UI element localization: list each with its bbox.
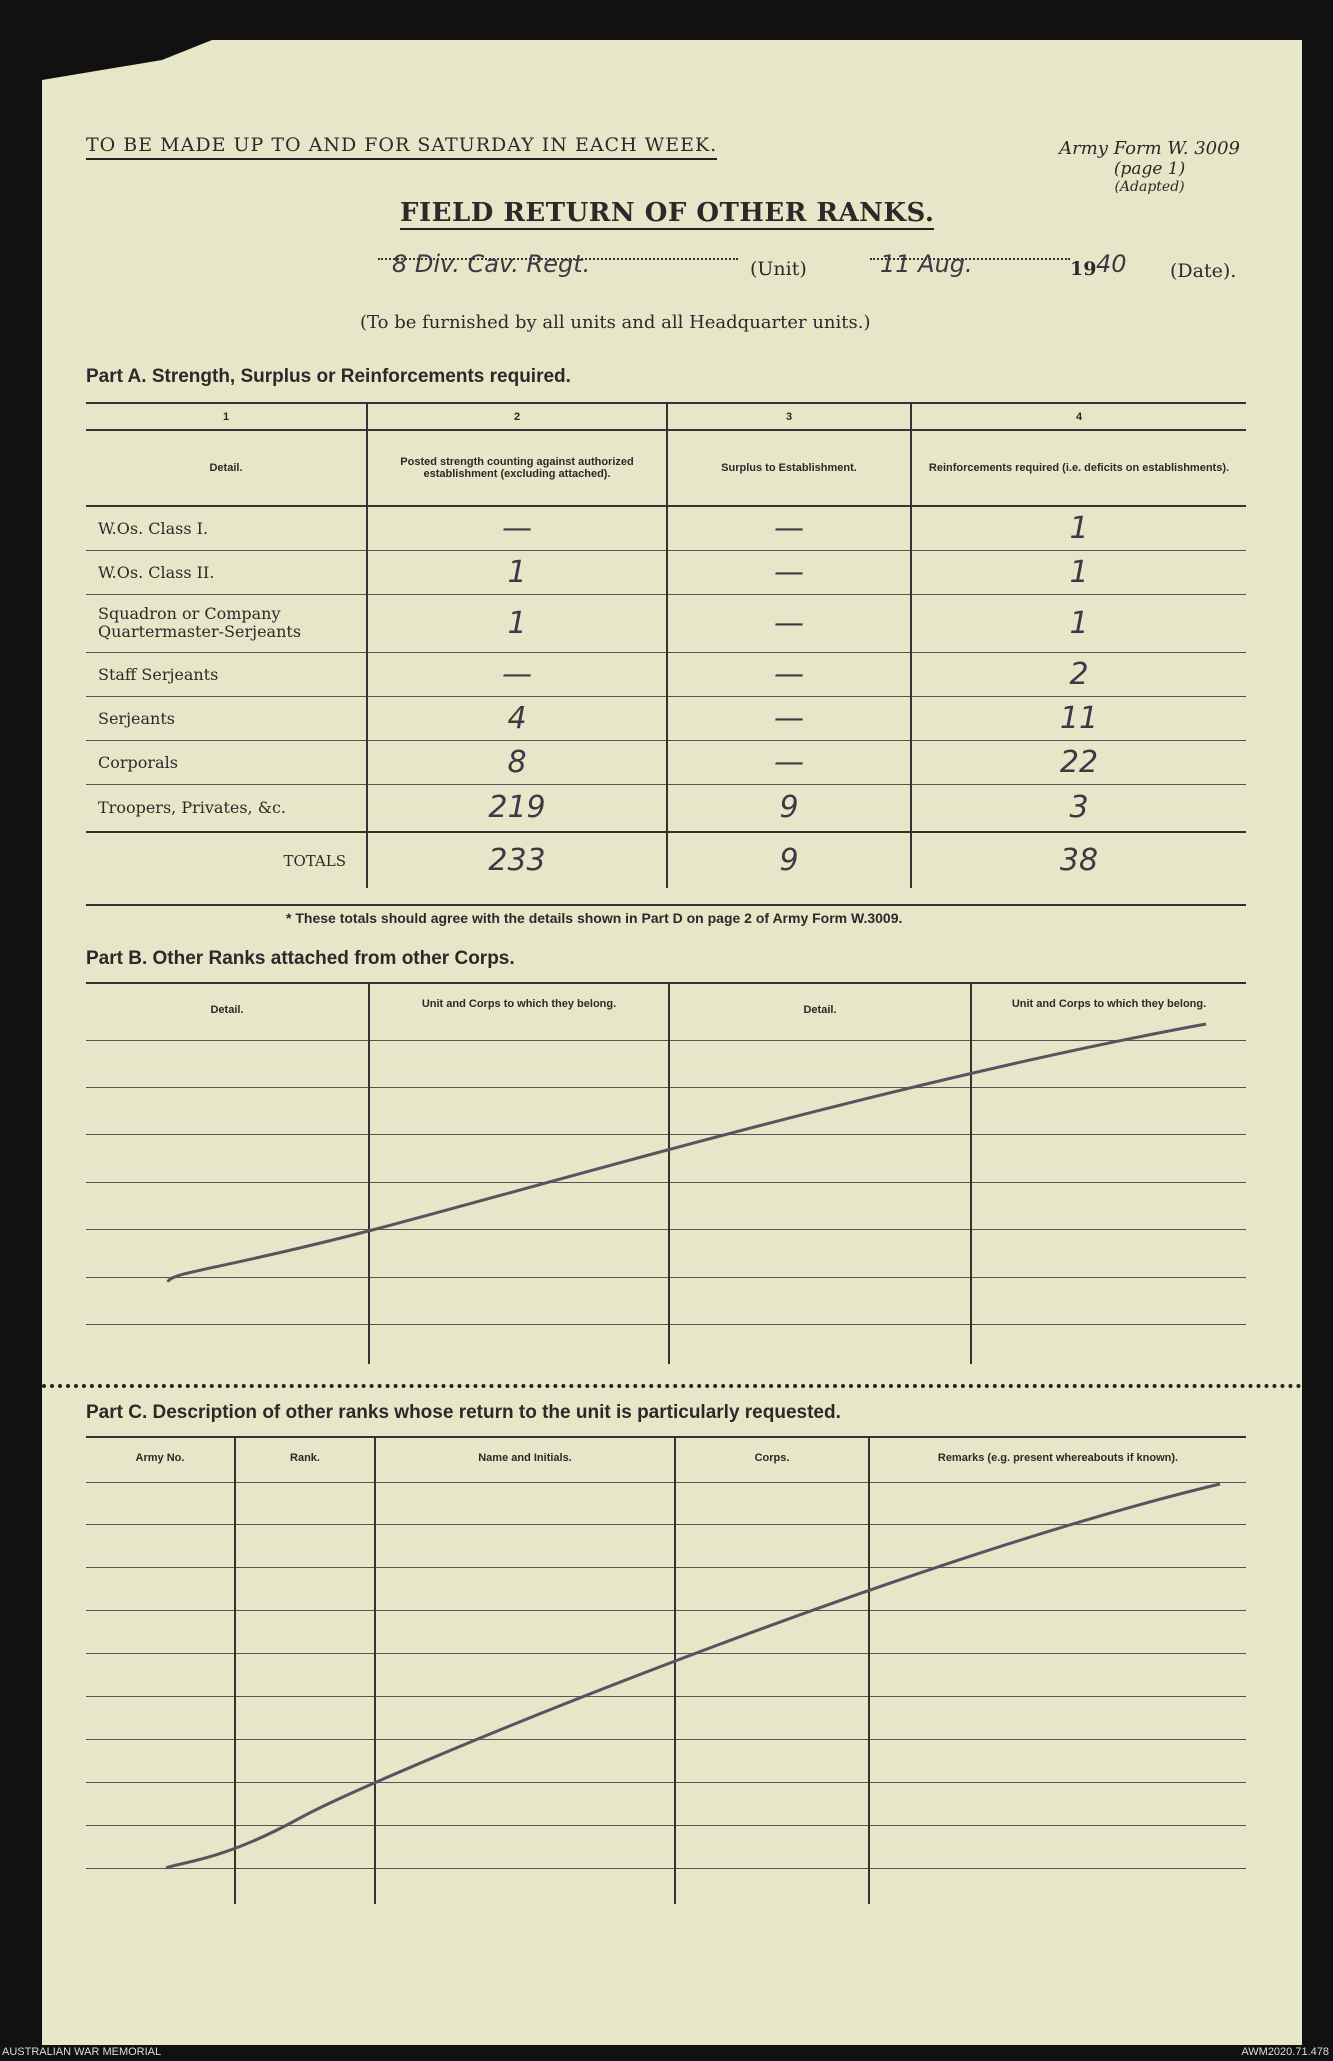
row-posted: 4 xyxy=(367,696,667,740)
part-b-col-unit-1: Unit and Corps to which they belong. xyxy=(369,984,669,1040)
army-form-label: Army Form W. 3009 xyxy=(1059,138,1240,159)
row-surplus: — xyxy=(667,594,911,652)
part-c-col-army-no: Army No. xyxy=(135,1452,185,1464)
row-reinf: 1 xyxy=(911,550,1246,594)
part-c-col-rank: Rank. xyxy=(235,1438,375,1482)
furnished-note: (To be furnished by all units and all Headquarter units.) xyxy=(360,312,871,333)
col-num-2: 2 xyxy=(367,404,667,430)
row-posted: 1 xyxy=(367,594,667,652)
part-b-col-unit-2: Unit and Corps to which they belong. xyxy=(971,984,1246,1040)
unit-value: 8 Div. Cav. Regt. xyxy=(392,250,591,278)
row-detail: Troopers, Privates, &c. xyxy=(98,798,287,818)
row-detail: Staff Serjeants xyxy=(98,664,219,684)
row-detail: W.Os. Class II. xyxy=(98,562,215,582)
row-reinf: 2 xyxy=(911,652,1246,696)
col-head-detail: Detail. xyxy=(209,462,243,474)
footer-right: AWM2020.71.478 xyxy=(1241,2046,1329,2058)
totals-reinf: 38 xyxy=(911,832,1246,888)
row-reinf: 1 xyxy=(911,506,1246,550)
adapted-label: (Adapted) xyxy=(1114,179,1185,195)
row-detail: Squadron or Company Quartermaster-Serjeants xyxy=(98,604,302,641)
row-posted: 219 xyxy=(367,784,667,832)
row-surplus: — xyxy=(667,550,911,594)
totals-label: TOTALS xyxy=(283,851,346,870)
weekly-instruction: TO BE MADE UP TO AND FOR SATURDAY IN EACH WEEK. xyxy=(86,134,717,160)
page-label: (page 1) xyxy=(1113,159,1186,179)
date-label: (Date). xyxy=(1170,260,1237,282)
row-detail: W.Os. Class I. xyxy=(98,518,209,538)
col-num-3: 3 xyxy=(667,404,911,430)
row-reinf: 11 xyxy=(911,696,1246,740)
row-surplus: — xyxy=(667,740,911,784)
part-c-col-name: Name and Initials. xyxy=(375,1438,675,1482)
part-c-col-remarks: Remarks (e.g. present whereabouts if known). xyxy=(869,1438,1246,1482)
year-suffix: 40 xyxy=(1096,250,1127,278)
col-head-surplus: Surplus to Establishment. xyxy=(667,430,911,506)
part-b-col-detail-2: Detail. xyxy=(669,984,971,1040)
col-num-1: 1 xyxy=(222,410,230,423)
year-prefix: 19 xyxy=(1070,258,1097,280)
row-posted: 1 xyxy=(367,550,667,594)
col-num-4: 4 xyxy=(911,404,1246,430)
part-a-title: Part A. Strength, Surplus or Reinforcements required. xyxy=(86,366,571,387)
date-value: 11 Aug. xyxy=(880,250,973,278)
row-reinf: 1 xyxy=(911,594,1246,652)
form-title: FIELD RETURN OF OTHER RANKS. xyxy=(400,198,935,228)
row-surplus: 9 xyxy=(667,784,911,832)
part-c-col-corps: Corps. xyxy=(675,1438,869,1482)
row-surplus: — xyxy=(667,696,911,740)
row-posted: 8 xyxy=(367,740,667,784)
row-posted: — xyxy=(367,506,667,550)
unit-label: (Unit) xyxy=(750,258,807,280)
row-detail: Corporals xyxy=(98,752,178,772)
totals-surplus: 9 xyxy=(667,832,911,888)
row-surplus: — xyxy=(667,652,911,696)
row-reinf: 3 xyxy=(911,784,1246,832)
col-head-posted: Posted strength counting against authorized establishment (excluding attached). xyxy=(367,430,667,506)
part-b-col-detail-1: Detail. xyxy=(210,1004,244,1016)
totals-posted: 233 xyxy=(367,832,667,888)
part-a-footnote: * These totals should agree with the details shown in Part D on page 2 of Army Form W.3009. xyxy=(286,910,903,926)
row-surplus: — xyxy=(667,506,911,550)
part-c-title: Part C. Description of other ranks whose return to the unit is particularly requested. xyxy=(86,1402,841,1423)
row-reinf: 22 xyxy=(911,740,1246,784)
row-posted: — xyxy=(367,652,667,696)
footer-left: AUSTRALIAN WAR MEMORIAL xyxy=(2,2046,162,2058)
part-b-title: Part B. Other Ranks attached from other Corps. xyxy=(86,948,515,969)
col-head-reinf: Reinforcements required (i.e. deficits on establishments). xyxy=(911,430,1246,506)
row-detail: Serjeants xyxy=(98,708,175,728)
